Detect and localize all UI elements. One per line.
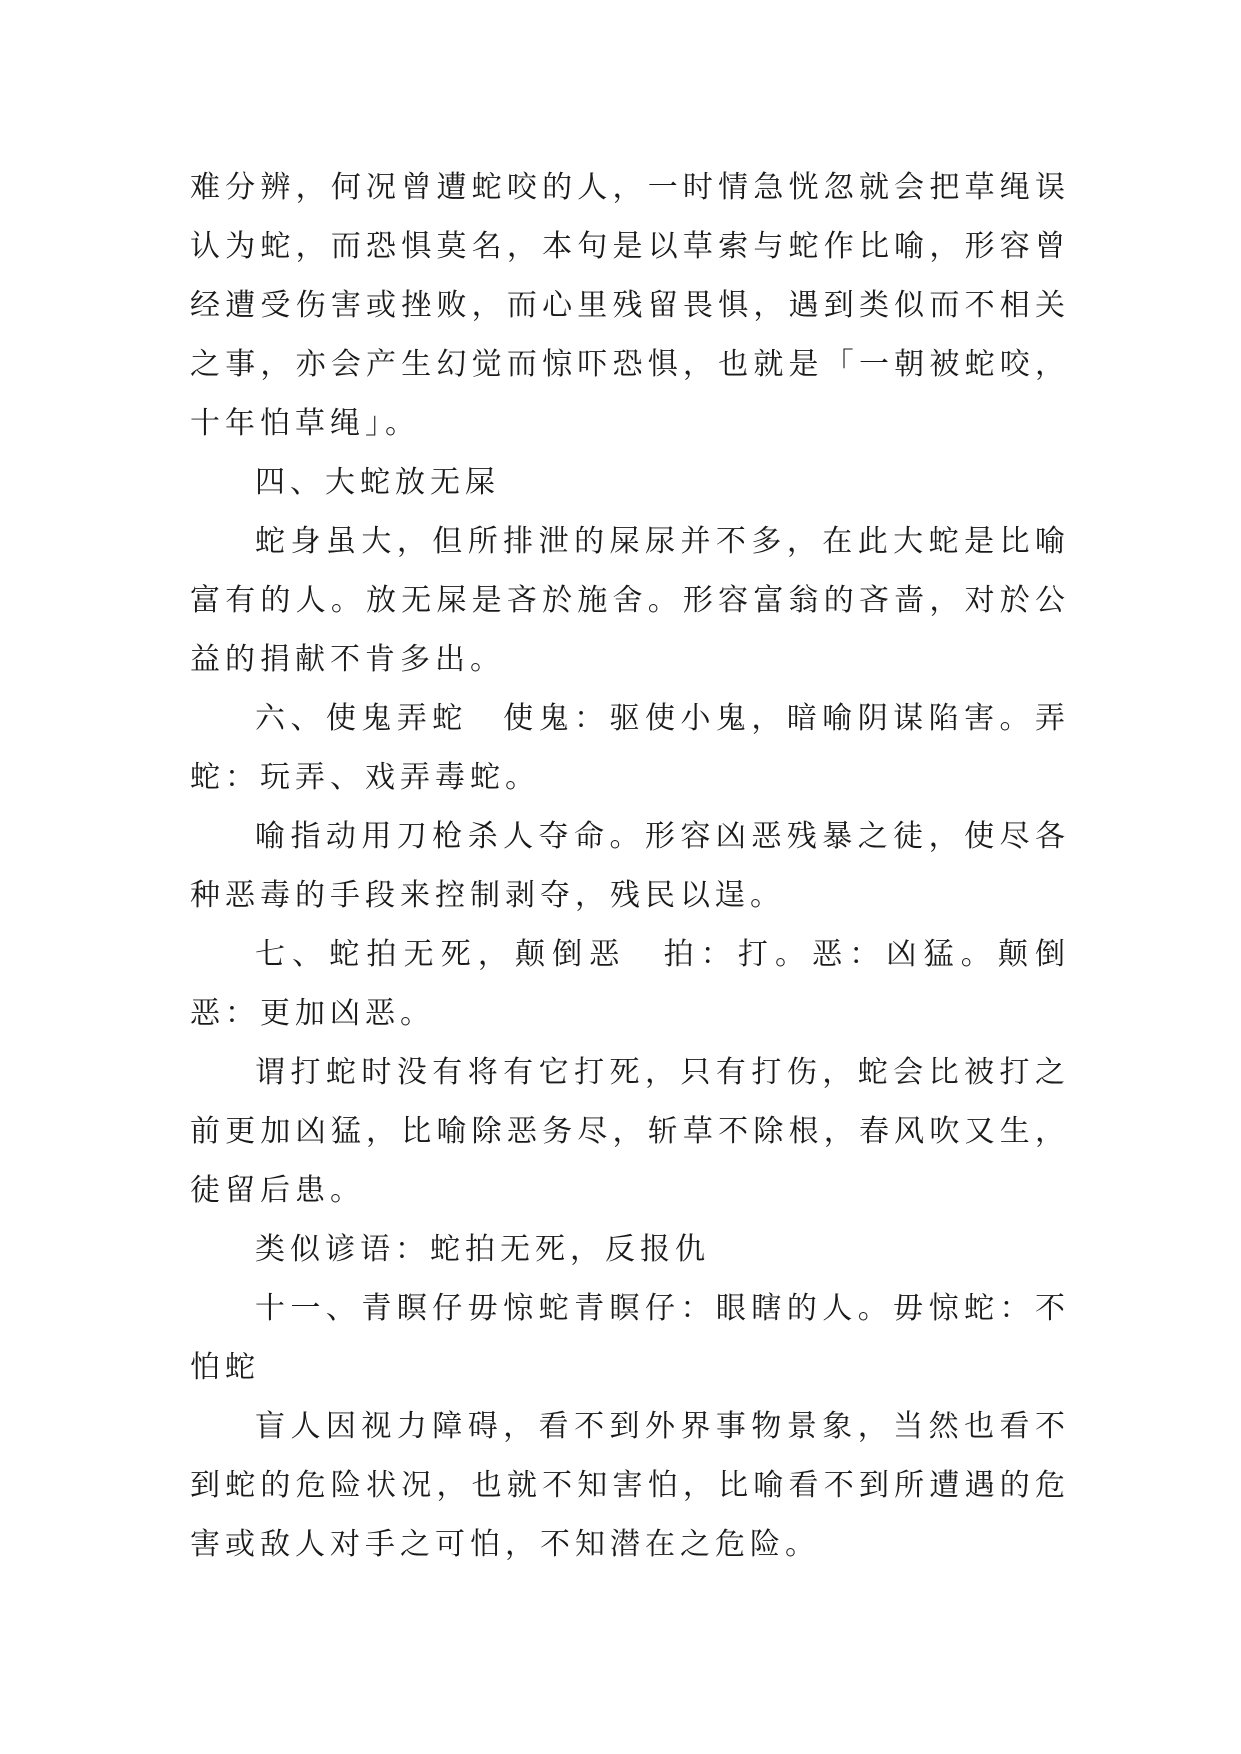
paragraph-snake-beaten: 谓打蛇时没有将有它打死，只有打伤，蛇会比被打之前更加凶猛，比喻除恶务尽，斩草不除根，春风吹又生，徒留后患。 xyxy=(190,1055,1070,1208)
paragraph-ghost-snake: 喻指动用刀枪杀人夺命。形容凶恶残暴之徒，使尽各种恶毒的手段来控制剥夺，残民以逞。 xyxy=(190,819,1070,913)
heading-ghost-snake: 六、使鬼弄蛇 使鬼：驱使小鬼，暗喻阴谋陷害。弄蛇：玩弄、戏弄毒蛇。 xyxy=(190,701,1070,795)
paragraph-big-snake: 蛇身虽大，但所排泄的屎尿并不多，在此大蛇是比喻富有的人。放无屎是吝於施舍。形容富翁的吝啬，对於公益的捐献不肯多出。 xyxy=(190,524,1070,677)
body-text xyxy=(190,158,1070,1574)
heading-blind-snake: 十一、青瞑仔毋惊蛇青瞑仔：眼瞎的人。毋惊蛇：不怕蛇 xyxy=(190,1291,1070,1385)
paragraph-similar-proverb: 类似谚语：蛇拍无死，反报仇 xyxy=(255,1232,710,1267)
paragraph-blind-snake: 盲人因视力障碍，看不到外界事物景象，当然也看不到蛇的危险状况，也就不知害怕，比喻看不到所遭遇的危害或敌人对手之可怕，不知潜在之危险。 xyxy=(190,1409,1070,1562)
heading-snake-beaten: 七、蛇拍无死，颠倒恶 拍：打。恶：凶猛。颠倒恶：更加凶恶。 xyxy=(190,937,1070,1031)
paragraph-snake-bite-continuation: 难分辨，何况曾遭蛇咬的人，一时情急恍忽就会把草绳误认为蛇，而恐惧莫名，本句是以草索与蛇作比喻，形容曾经遭受伤害或挫败，而心里残留畏惧，遇到类似而不相关之事，亦会产生幻觉而惊吓恐惧，也就是「一朝被蛇咬，十年怕草绳」。 xyxy=(190,170,1070,441)
heading-big-snake: 四、大蛇放无屎 xyxy=(255,465,500,500)
